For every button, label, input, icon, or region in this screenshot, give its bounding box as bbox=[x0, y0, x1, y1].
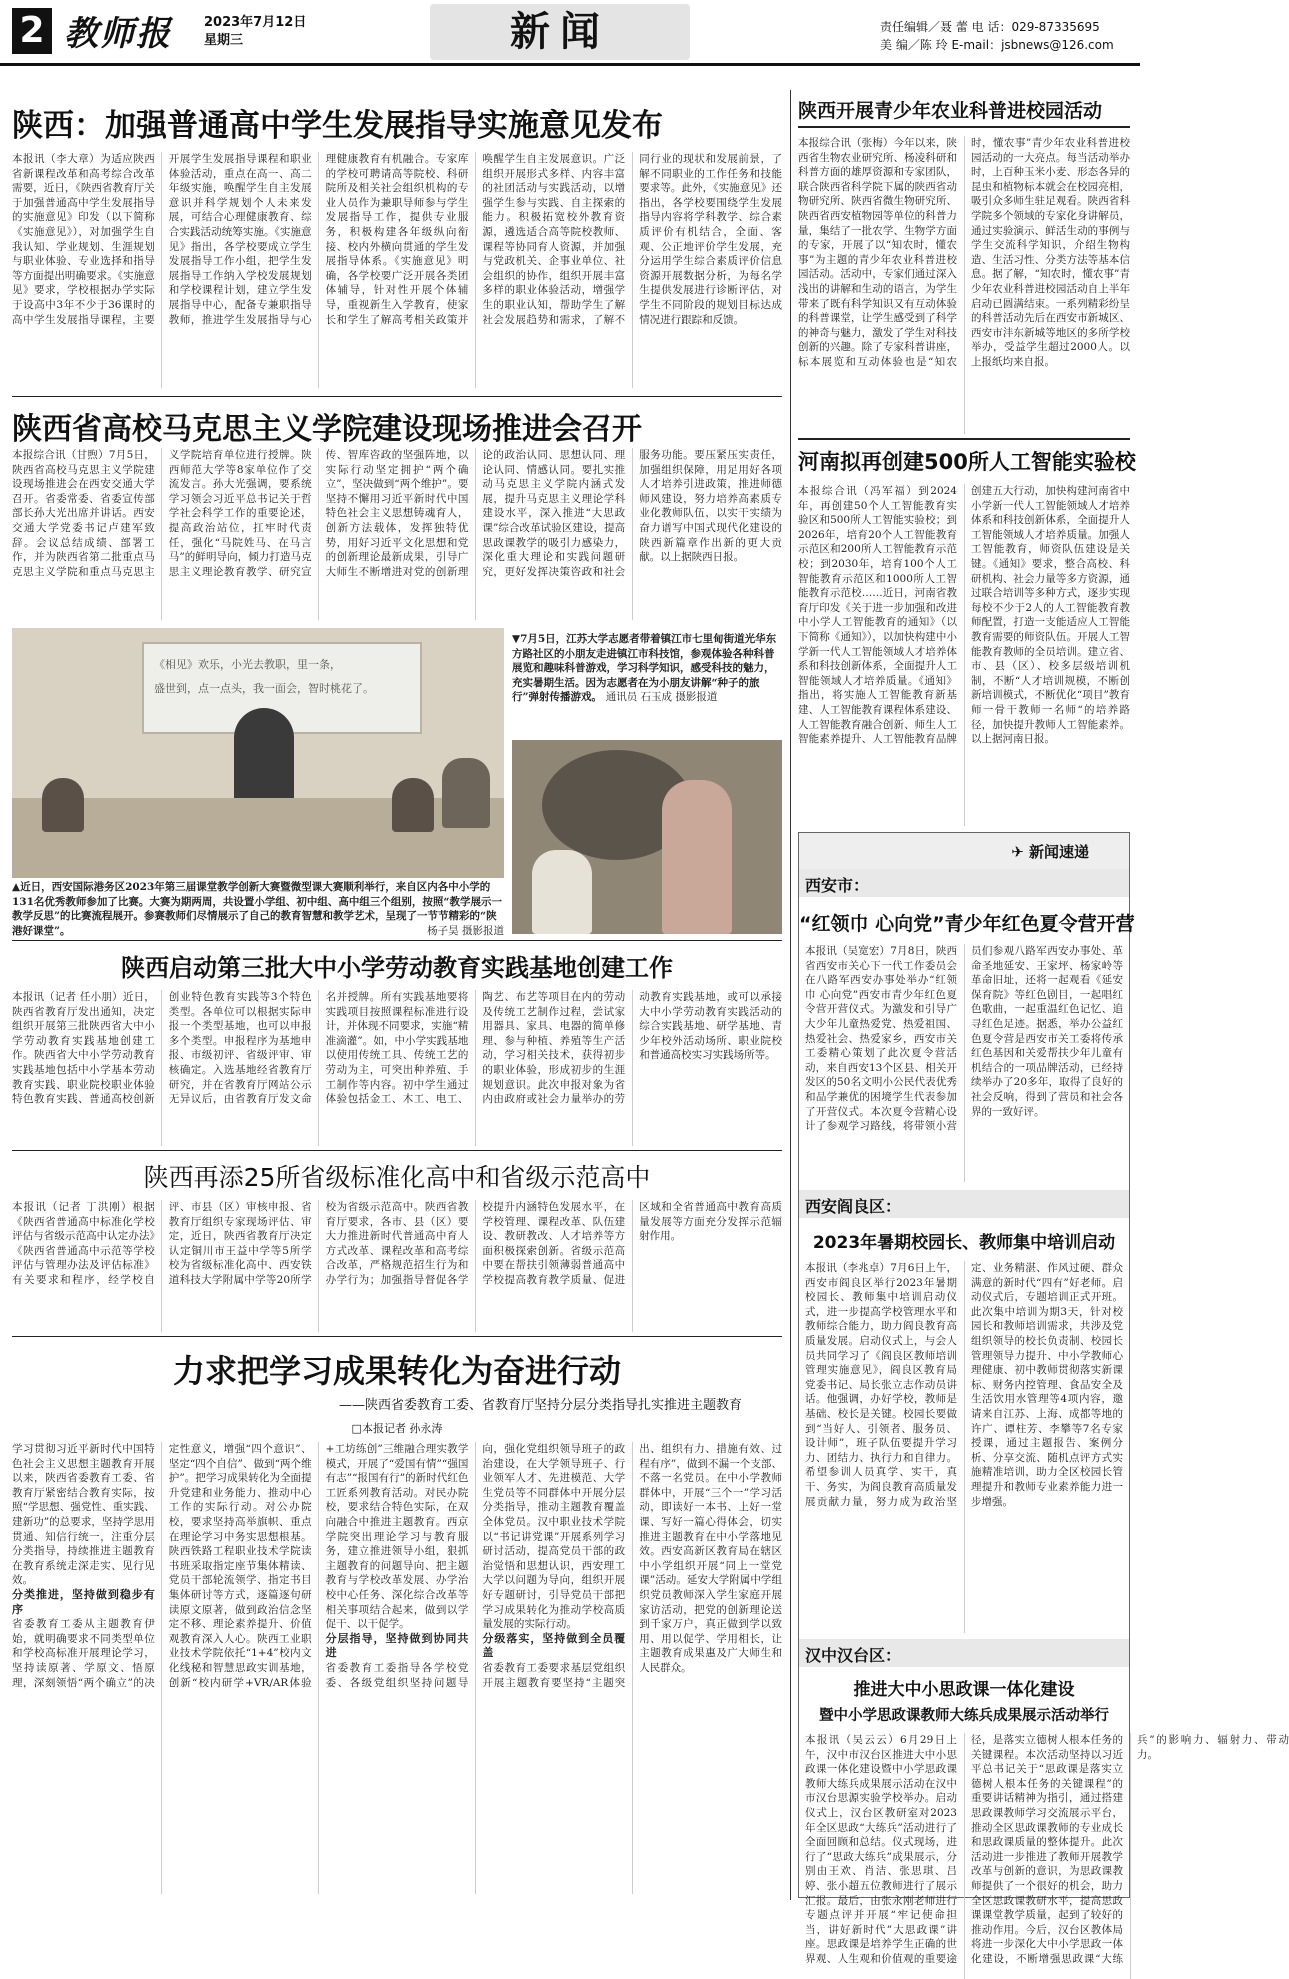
photo-2-caption bbox=[512, 632, 782, 736]
news-express-label bbox=[799, 833, 1129, 869]
date: 2023年7月12日 bbox=[204, 15, 307, 30]
xian-body: 本报讯（吴宽宏）7月8日，陕西省西安市关心下一代工作委员会在八路军西安办事处举办“红领巾 心向党”西安市青少年红色夏令营开营仪式。为激发和引导广大少年儿童热爱党、热爱祖国、热爱社会、热爱家乡，西安市关工委精心策划了此次夏令营活动，来自西安13个区县、相关开发区的50名文明小公民代表优秀和品学兼优的困境学生代表参加了开营仪式。本次夏令营精心设计了参观学习路线，将带领小营员们参观八路军西安办事处、革命圣地延安、王家坪、杨家岭等革命旧址，还将一起观看《延安保育院》等红色剧目，一起唱红色歌曲，一起重温红色记忆、追寻红色足迹。据悉，举办公益红色夏令营是西安市关工委将传承红色基因和关爱帮扶少年儿童有机结合的一项品牌活动，已经持续举办了20多年，取得了良好的社会反响，得到了营员和社会各界的一致好评。 bbox=[805, 945, 1123, 1133]
child-figure bbox=[532, 850, 592, 934]
hanzhong-body: 本报讯（吴云云）6月29日上午，汉中市汉台区推进大中小思政课一体化建设暨中小学思政课教师大练兵成果展示活动在汉中市汉台思源实验学校举办。启动仪式上，汉台区教研室对2023年全区思政“大练兵”活动进行了全面回顾和总结。仪式现场，进行了“思政大练兵”成果展示，分别由王欢、肖洁、张思琪、吕婷、张小超五位教师进行了展示汇报。最后，由张永刚老师进行专题点评并开展“牢记使命担当，讲好新时代”大思政课”讲座。思政课是培养学生正确的世界观、人生观和价值观的重要途径，是落实立德树人根本任务的关键课程。本次活动坚持以习近平总书记关于“思政课是落实立德树人根本任务的关键课程”的重要讲话精神为指引，通过搭建思政课教师学习交流展示平台，推动全区思政课教师的专业成长和思政课质量的整体提升。此次活动进一步推进了教师开展教学改革与创新的意识，为思政课教师提供了一个很好的机会，助力全区思政课教研水平，提高思政课课堂教学质量，起到了较好的推动作用。今后，汉台区教体局将进一步深化大中小学思政一体化建设，不断增强思政课“大练兵”的影响力、辐射力、带动力。 bbox=[805, 1734, 1289, 1965]
yanliang-body: 本报讯（李兆卓）7月6日上午，西安市阎良区举行2023年暑期校园长、教师集中培训启动仪式，进一步提高学校管理水平和教师综合能力，助力阎良教育高质量发展。启动仪式上，与会人员共同学习了《阎良区教师培训管理实施意见》，阎良区教育局党委书记、局长张立志作动员讲话。他强调，办好学校，教师是基础、校长是关键。校园长要做到“当好人、引领者、服务员、设计师”，班子队伍要提升学习力、团结力、执行力和自律力。希望参训人员真学、实干，真干、务实，为阎良教育高质量发展贡献力量，努力成为政治坚定、业务精湛、作风过硬、群众满意的新时代“四有”好老师。启动仪式后，专题培训正式开班。此次集中培训为期3天，针对校园长和教师培训需求，共涉及党组织领导的校长负责制、校园长管理领导力提升、中小学教师心理健康、初中教师贯彻落实新课标、财务内控管理、食品安全及生活饮用水管理等4项内容，邀请来自江苏、上海、成都等地的许广、谭柱芳、李攀等7名专家授课，通过主题报告、案例分析、分享交流、随机点评方式实施精准培训，助力全区校园长管理提升和教师专业素养能力进一步增强。 bbox=[805, 1262, 1123, 1508]
photo-1-credit: 杨子昊 摄影报道 bbox=[427, 924, 504, 937]
page-number: 2 bbox=[12, 8, 52, 54]
issue-date bbox=[204, 14, 306, 50]
article-1-body: 本报讯（李大章）为适应陕西省新课程改革和高考综合改革需要，近日，《陕西省教育厅关于加强普通高中学生发展指导的实施意见》印发（以下简称《实施意见》），对加强学生自我认知、学业规划、生涯规划与职业体验、专业选择和指导等方面提出明确要求。《实施意见》要求，学校根据办学实际于设高中3年不少于36课时的高中学生发展指导课程，主要开展学生发展指导课程和职业体验活动，重点在高一、高二年级实施，唤醒学生自主发展意识并科学规划个人未来发展，可结合心理健康教育、综合实践活动统筹实施。《实施意见》指出，各学校要成立学生发展指导工作小组，把学生发展指导工作纳入学校发展规划和学校课程计划，建立学生发展指导中心，配备专兼职指导教师，推进学生发展指导与心理健康教育有机融合。专家库的学校可聘请高等院校、科研院所及相关社会组织机构的专业人员作为兼职导师参与学生发展指导工作，提供专业服务，积极构建各年级纵向衔接、校内外横向贯通的学生发展指导体系。《实施意见》明确，各学校要广泛开展各类团体辅导，针对性开展个体辅导，重视新生入学教育，使家长和学生了解高考相关政策并唤醒学生自主发展意识。广泛组织开展形式多样、内容丰富的社团活动与实践活动，以增强学生参与实践、自主探索的能力。积极拓宽校外教育资源，遴选适合高等院校教师、课程等协同育人资源，并加强与党政机关、企事业单位、社会组织的协作，组织开展丰富多样的职业体验活动，增强学生的职业认知，帮助学生了解社会发展趋势和需求，了解不同行业的现状和发展前景，了解不同职业的工作任务和技能要求等。此外，《实施意见》还指出，各学校要围绕学生发展指导内容将学科教学、综合素质评价有机结合，全面、客观、公正地评价学生发展，充分运用学生综合素质评价信息资源开展数据分析，为每名学生提供发展进行诊断评估，对学生不同阶段的规划目标达成情况进行跟踪和反馈。 bbox=[12, 153, 782, 326]
article-5-title: 陕西启动第三批大中小学劳动教育实践基地创建工作 bbox=[121, 954, 673, 982]
classroom-photo bbox=[12, 628, 504, 878]
child-figure bbox=[662, 780, 732, 934]
divider bbox=[798, 438, 1130, 440]
paragraph: 省委教育工委指导各学校党委、各级党组织坚持问题导向，强化党组织领导班子的政治建设，在大学领导班子、行业领军人才、先进模范、大学生党员等不同群体中开展分层分类指导，推动主题教育覆盖全体党员。汉中职业技术学院以“书记讲党课”开展系列学习研讨活动，提高党员干部的政治觉悟和思想认识，西安理工大学以问题为导向，组织开展好专题研讨，引导党员干部把学习成果转化为推动学校高质量发展的实际行动。 bbox=[325, 1443, 626, 1689]
weekday: 星期三 bbox=[204, 33, 244, 48]
divider bbox=[12, 396, 782, 397]
article-7-subtitle: ——陕西省委教育工委、省教育厅坚持分层分类指导扎实推进主题教育 bbox=[338, 1398, 742, 1413]
masthead bbox=[0, 0, 1140, 66]
student-figure bbox=[42, 778, 84, 832]
article-6-body: 本报讯（记者 丁洪刚）根据《陕西省普通高中标准化学校评估与省级示范高中认定办法》《陕西省普通高中示范等学校评估与管理办法及评估标准》有关要求和程序，经学校自评、市县（区）审核申报、省教育厅组织专家现场评估、审定，近日，陕西省教育厅决定认定铜川市王益中学等5所学校为省级标准化高中、西安铁道科技大学附属中学等20所学校为省级示范高中。陕西省教育厅要求，各市、县（区）要大力推进新时代普通高中育人方式改革、课程改革和高考综合改革，严格规范招生行为和办学行为；加强指导督促各学校提升内涵特色发展水平，在学校管理、课程改革、队伍建设、教研教改、人才培养等方面积极探索创新。省级示范高中要在帮扶引领薄弱普通高中学校提高教育教学质量、促进区域和全省普通高中教育高质量发展等方面充分发挥示范辐射作用。 bbox=[12, 1201, 782, 1286]
photo-1-caption bbox=[12, 880, 504, 936]
photo-1-caption-text: ▲近日，西安国际港务区2023年第三届课堂教学创新大赛暨微型课大赛顺利举行，来自区内各中小学的131名优秀教师参加了比赛。大赛为期两周，共设置小学组、初中组、高中组三个组别，按照“教学展示一教学反思”的比赛流程展开。参赛教师们尽情展示了自己的教育智慧和教学艺术，呈现了一节节精彩的“陕港好课堂”。 bbox=[12, 881, 502, 937]
paragraph: 省委教育工委要求基层党组织开展主题教育要坚持“主题突出、组织有力、措施有效、过程有序”，做到不漏一个支部、不落一名党员。在中小学教师群体中，开展“三个一”学习活动，即读好一本书、上好一堂课、写好一篇心得体会，切实推进主题教育在中小学落地见效。西安高新区教育局在辖区中小学组织开展“同上一堂党课”活动。延安大学附属中学组织党员教师深入学生家庭开展家访活动，把党的创新理论送到千家万户，真正做到学以致用、用以促学、学用相长，让主题教育成果惠及广大师生和人民群众。 bbox=[482, 1443, 782, 1689]
student-figure bbox=[442, 758, 490, 828]
article-5-body: 本报讯（记者 任小朋）近日，陕西省教育厅发出通知，决定组织开展第三批陕西省大中小学劳动教育实践基地创建工作。陕西省大中小学劳动教育实践基地包括中小学基本劳动教育实践、职业院校职业体验特色教育实践、普通高校创新创业特色教育实践等3个特色类型。各单位可以根据实际申报一个类型基地，也可以申报多个类型。申报程序为基地申报、市级初评、省级评审、审核确定。入选基地经省教育厅研究，并在省教育厅网站公示无异议后，由省教育厅发文命名并授牌。所有实践基地要将实践项目按照课程标准进行设计，并体现不同要求，实施“精准滴灌”。如，中小学实践基地以使用传统工具、传统工艺的劳动为主，可突出种养殖、手工制作等内容。初中学生通过体验包括金工、木工、电工、陶艺、布艺等项目在内的劳动及传统工艺制作过程，尝试家用器具、家具、电器的简单修理、参与种植、养殖等生产活动，学习相关技术，获得初步的职业体验，形成初步的生涯规划意识。此次申报对象为省内由政府或社会力量举办的劳动教育实践基地，或可以承接大中小学劳动教育实践活动的综合实践基地、研学基地、青少年校外活动场所、职业院校和普通高校实习实践场所等。 bbox=[12, 991, 782, 1106]
article-3-title: 陕西省高校马克思主义学院建设现场推进会召开 bbox=[12, 412, 642, 447]
region-yanliang: 西安阎良区： bbox=[799, 1190, 1129, 1218]
section-title: 新闻 bbox=[430, 4, 690, 60]
xian-title: “红领巾 心向党”青少年红色夏令营开营 bbox=[799, 913, 1135, 935]
news-express-box bbox=[798, 832, 1289, 1965]
article-1-title: 陕西：加强普通高中学生发展指导实施意见发布 bbox=[12, 108, 663, 144]
region-hanzhong: 汉中汉台区： bbox=[799, 1639, 1129, 1667]
article-7-title: 力求把学习成果转化为奋进行动 bbox=[172, 1352, 621, 1390]
paragraph: 学习贯彻习近平新时代中国特色社会主义思想主题教育开展以来，陕西省委教育工委、省教育厅紧密结合教育实际，按照“学思想、强党性、重实践、建新功”的总要求，坚持学思用贯通、知信行统一，注重分层分类指导，持续推进主题教育在教育系统走深走实、见行见效。 bbox=[12, 1443, 155, 1587]
photo-2-caption-text: ▼7月5日，江苏大学志愿者带着镇江市七里甸街道光华东方路社区的小朋友走进镇江市科技馆，参观体验各种科普展览和趣味科普游戏，学习科学知识，感受科技的魅力，充实暑期生活。因为志愿者在为小朋友讲解“种子的旅行”弹射传播游戏。 bbox=[512, 633, 777, 703]
paper-name: 教师报 bbox=[64, 14, 172, 54]
article-2-body: 本报综合讯（张梅）今年以来，陕西省生物农业研究所、杨凌科研和科普方面的雄厚资源和专家团队，联合陕西省科学院下属的陕西省动物研究所、陕西省微生物研究所、陕西省西安植物园等单位的科普力量，集结了一批农学、生物学方面的专家，开展了以“知农时，懂农事”为主题的青少年农业科普进校园活动。活动中，专家们通过深入浅出的讲解和生动的语言，为学生带来了既有科学知识又有互动体验的科普课堂，让学生感受到了科学的神奇与魅力，激发了学生对科技创新的兴趣。除了专家科普讲座，标本展览和互动体验也是“知农时，懂农事”青少年农业科普进校园活动的一大亮点。每当活动举办时，上百种玉米小麦、形态各异的昆虫和植物标本就会在校园亮相，吸引众多师生驻足观看。陕西省科学院多个领域的专家化身讲解员，通过实验演示、鲜活生动的事例与学生交流科学知识，介绍生物构造、生活习性、分类方法等基本信息。据了解，“知农时，懂农事”青少年农业科普进校园活动自上半年启动已圆满结束。一系列精彩纷呈的科普活动先后在西安市新城区、西安市沣东新城等地区的多所学校举办，受益学生超过2000人。以上报纸均来自报。 bbox=[798, 137, 1130, 368]
express-label-text: 新闻速递 bbox=[1028, 843, 1089, 861]
subhead: 分级落实，坚持做到全员覆盖 bbox=[482, 1631, 626, 1660]
board-text-2: 盛世到，点一点头，我一面会，智时桃花了。 bbox=[154, 682, 374, 695]
subhead: 分类推进，坚持做到稳步有序 bbox=[12, 1587, 155, 1616]
bird-icon: ✈ bbox=[1011, 843, 1029, 861]
photo-2-credit: 通讯员 石玉成 摄影报道 bbox=[605, 691, 718, 703]
yanliang-title: 2023年暑期校园长、教师集中培训启动 bbox=[812, 1233, 1116, 1253]
student-figure bbox=[392, 778, 434, 832]
article-7-byline: □本报记者 孙永涛 bbox=[351, 1422, 443, 1435]
divider bbox=[12, 1150, 782, 1151]
article-7-body bbox=[12, 1442, 782, 1894]
article-4-title: 河南拟再创建500所人工智能实验校 bbox=[798, 450, 1136, 474]
paragraph: 省委教育工委从主题教育伊始，就明确要求不同类型单位和学校高标准开展理论学习，坚持读原著、学原文、悟原理，深刻领悟“两个确立”的决定性意义，增强“四个意识”、坚定“四个自信”、做到“两个维护”。把学习成果转化为全面提升党建和业务能力、推动中心工作的实际行动。对公办院校，要求坚持高举旗帜、重点在理论学习中务实思想根基。陕西铁路工程职业技术学院读书班采取指定座节集体精读、党员干部轮流领学、指定书目集体研讨等方式，逐篇逐句研读原文原著，做到政治信念坚定不移、理论素养提升、价值观教育深入人心。陕西工业职业技术学院依托“1+4”校内文化线秘和智慧思政实训基地，创新“校内研学+VR/AR体验+工坊练创”三维融合理实教学模式，开展了“爱国有情”“强国有志”“报国有行”的新时代红色工匠系列教育活动。对民办院校，要求结合特色实际，在双向融合中推进主题教育。西京学院突出理论学习与教育服务，建立推进领导小组，狠抓主题教育的问题导向、把主题教育与学校改革发展、办学治校中心任务、深化综合改革等相关事项结合起来，做到以学促干、以干促学。 bbox=[12, 1443, 469, 1689]
article-6-title: 陕西再添25所省级标准化高中和省级示范高中 bbox=[143, 1163, 651, 1192]
region-xian: 西安市： bbox=[799, 869, 1129, 897]
editor-line: 责任编辑／聂 蕾 电 话：029-87335695 bbox=[880, 20, 1100, 34]
designer-line: 美 编／陈 玲 E-mail：jsbnews@126.com bbox=[880, 38, 1114, 52]
divider bbox=[12, 1336, 782, 1337]
hanzhong-title-2: 暨中小学思政课教师大练兵成果展示活动举行 bbox=[819, 1708, 1109, 1724]
museum-photo bbox=[512, 740, 782, 934]
board-text-1: 《相见》欢乐，小光去教职，里一条， bbox=[154, 658, 341, 671]
editor-info bbox=[880, 18, 1114, 54]
column-divider bbox=[790, 90, 791, 1900]
subhead: 分层指导，坚持做到协同共进 bbox=[325, 1631, 469, 1660]
divider bbox=[12, 940, 782, 941]
hanzhong-title-1: 推进大中小思政课一体化建设 bbox=[853, 1680, 1075, 1700]
article-3-body: 本报综合讯（甘煦）7月5日，陕西省高校马克思主义学院建设现场推进会在西安交通大学召开。省委常委、省委宣传部部长孙大光出席并讲话。西安交通大学党委书记卢建军致辞。会议总结成绩、部署工作，并为陕西省第二批重点马克思主义学院和重点马克思主义学院培育单位进行授牌。陕西师范大学等8家单位作了交流发言。孙大光强调，要系统学习领会习近平总书记关于哲学社会科学工作的重要论述，提高政治站位，扛牢时代责任，强化“马院姓马、在马言马”的鲜明导向，倾力打造马克思主义理论教育教学、研究宣传、智库咨政的坚强阵地，以实际行动坚定拥护“两个确立”，坚决做到“两个维护”。要坚持不懈用习近平新时代中国特色社会主义思想铸魂育人，创新方法载体，发挥独特优势，用好习近平文化思想和党的创新理论最新成果，引导广大师生不断增进对党的创新理论的政治认同、思想认同、理论认同、情感认同。要扎实推动马克思主义学院内涵式发展，提升马克思主义理论学科建设水平，深入推进“大思政课”综合改革试验区建设，提高思政课教学的吸引力感染力，深化重大理论和实践问题研究，更好发挥决策咨政和社会服务功能。要压紧压实责任，加强组织保障，用足用好各项人才培养引进政策，推进师德师风建设，努力培养高素质专业化教师队伍，以实干实绩为奋力谱写中国式现代化建设的陕西新篇章作出新的更大贡献。以上据陕西日报。 bbox=[12, 449, 782, 578]
article-2-title: 陕西开展青少年农业科普进校园活动 bbox=[798, 100, 1103, 122]
divider bbox=[798, 126, 1130, 128]
article-4-body: 本报综合讯（冯军福）到2024年，再创建50个人工智能教育实验区和500所人工智能实验校；到2026年，培育20个人工智能教育示范区和200所人工智能教育示范校；到2030年，培育100个人工智能教育示范区和1000所人工智能教育示范校……近日，河南省教育厅印发《关于进一步加强和改进中小学人工智能教育的通知》（以下简称《通知》），以加快构建中小学新一代人工智能领域人才培养体系和科技创新体系，全面提升人工智能领域人才培养质量。《通知》指出，将实施人工智能教育新基建、人工智能教育课程体系建设、人工智能教育融合创新、师生人工智能素养提升、人工智能教育品牌创建五大行动，加快构建河南省中小学新一代人工智能领域人才培养体系和科技创新体系，全面提升人工智能领域人才培养质量。加强人工智能教育，师资队伍建设是关键。《通知》要求，整合高校、科研机构、社会力量等多方资源，通过联合培训等多种方式，逐步实现每校不少于2人的人工智能教育教师配置，打造一支能适应人工智能教育需要的师资队伍。开展人工智能教育教师的全员培训。建立省、市、县（区）、校多层级培训机制，不断“人才培训规模，不断创新培训模式，不断优化“项目”教育师一骨干教师一名师“的培养路径，加快提升教师人工智能素养。以上据河南日报。 bbox=[798, 485, 1130, 746]
